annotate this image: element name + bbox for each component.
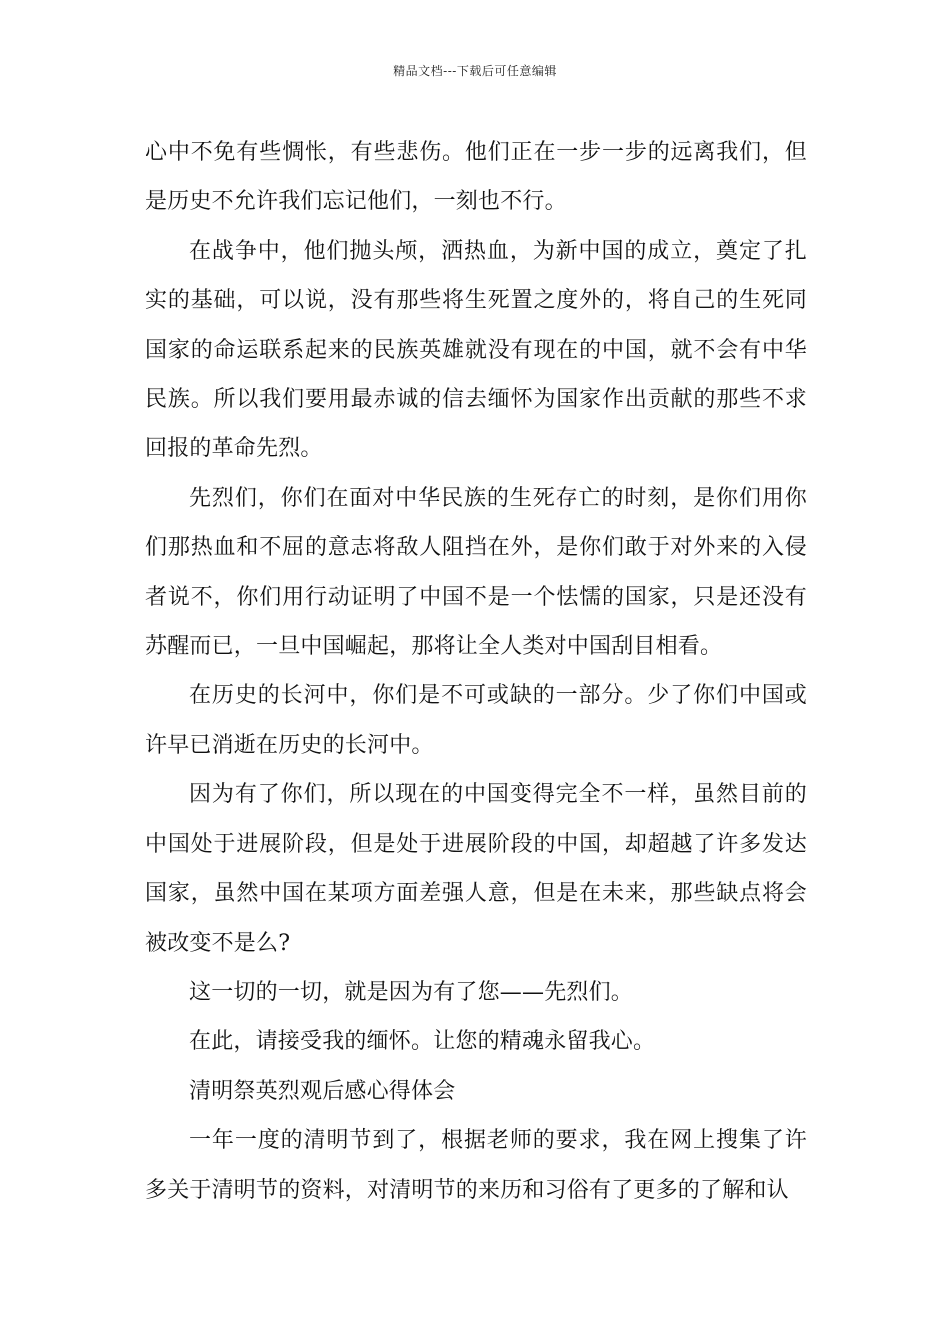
paragraph: 这一切的一切，就是因为有了您——先烈们。 — [189, 979, 634, 1005]
paragraph: 在战争中，他们抛头颅，洒热血，为新中国的成立，奠定了扎实的基础，可以说，没有那些将生死置之度外的，将自己的生死同国家的命运联系起来的民族英雄就没有现在的中国，就不会有中华民族。所以我们要用最赤诚的信去缅怀为国家作出贡献的那些不求回报的革命先烈。 — [145, 238, 807, 462]
paragraph: 在历史的长河中，你们是不可或缺的一部分。少了你们中国或许早已消逝在历史的长河中。 — [145, 683, 807, 758]
paragraph: 因为有了你们，所以现在的中国变得完全不一样，虽然目前的中国处于进展阶段，但是处于进展阶段的中国，却超越了许多发达国家，虽然中国在某项方面差强人意，但是在未来，那些缺点将会被改变不是么? — [145, 782, 807, 956]
page-header: 精品文档---下载后可任意编辑 — [393, 64, 557, 78]
paragraph: 先烈们，你们在面对中华民族的生死存亡的时刻，是你们用你们那热血和不屈的意志将敌人阻挡在外，是你们敢于对外来的入侵者说不，你们用行动证明了中国不是一个怯懦的国家，只是还没有苏醒而已，一旦中国崛起，那将让全人类对中国刮目相看。 — [145, 485, 807, 660]
document-body — [145, 128, 807, 1215]
paragraph: 在此，请接受我的缅怀。让您的精魂永留我心。 — [189, 1029, 656, 1055]
section-title: 清明祭英烈观后感心得体会 — [189, 1078, 456, 1104]
paragraph: 一年一度的清明节到了，根据老师的要求，我在网上搜集了许多关于清明节的资料，对清明节的来历和习俗有了更多的了解和认 — [145, 1128, 807, 1203]
paragraph: 心中不免有些惆怅，有些悲伤。他们正在一步一步的远离我们，但是历史不允许我们忘记他们，一刻也不行。 — [145, 140, 807, 215]
